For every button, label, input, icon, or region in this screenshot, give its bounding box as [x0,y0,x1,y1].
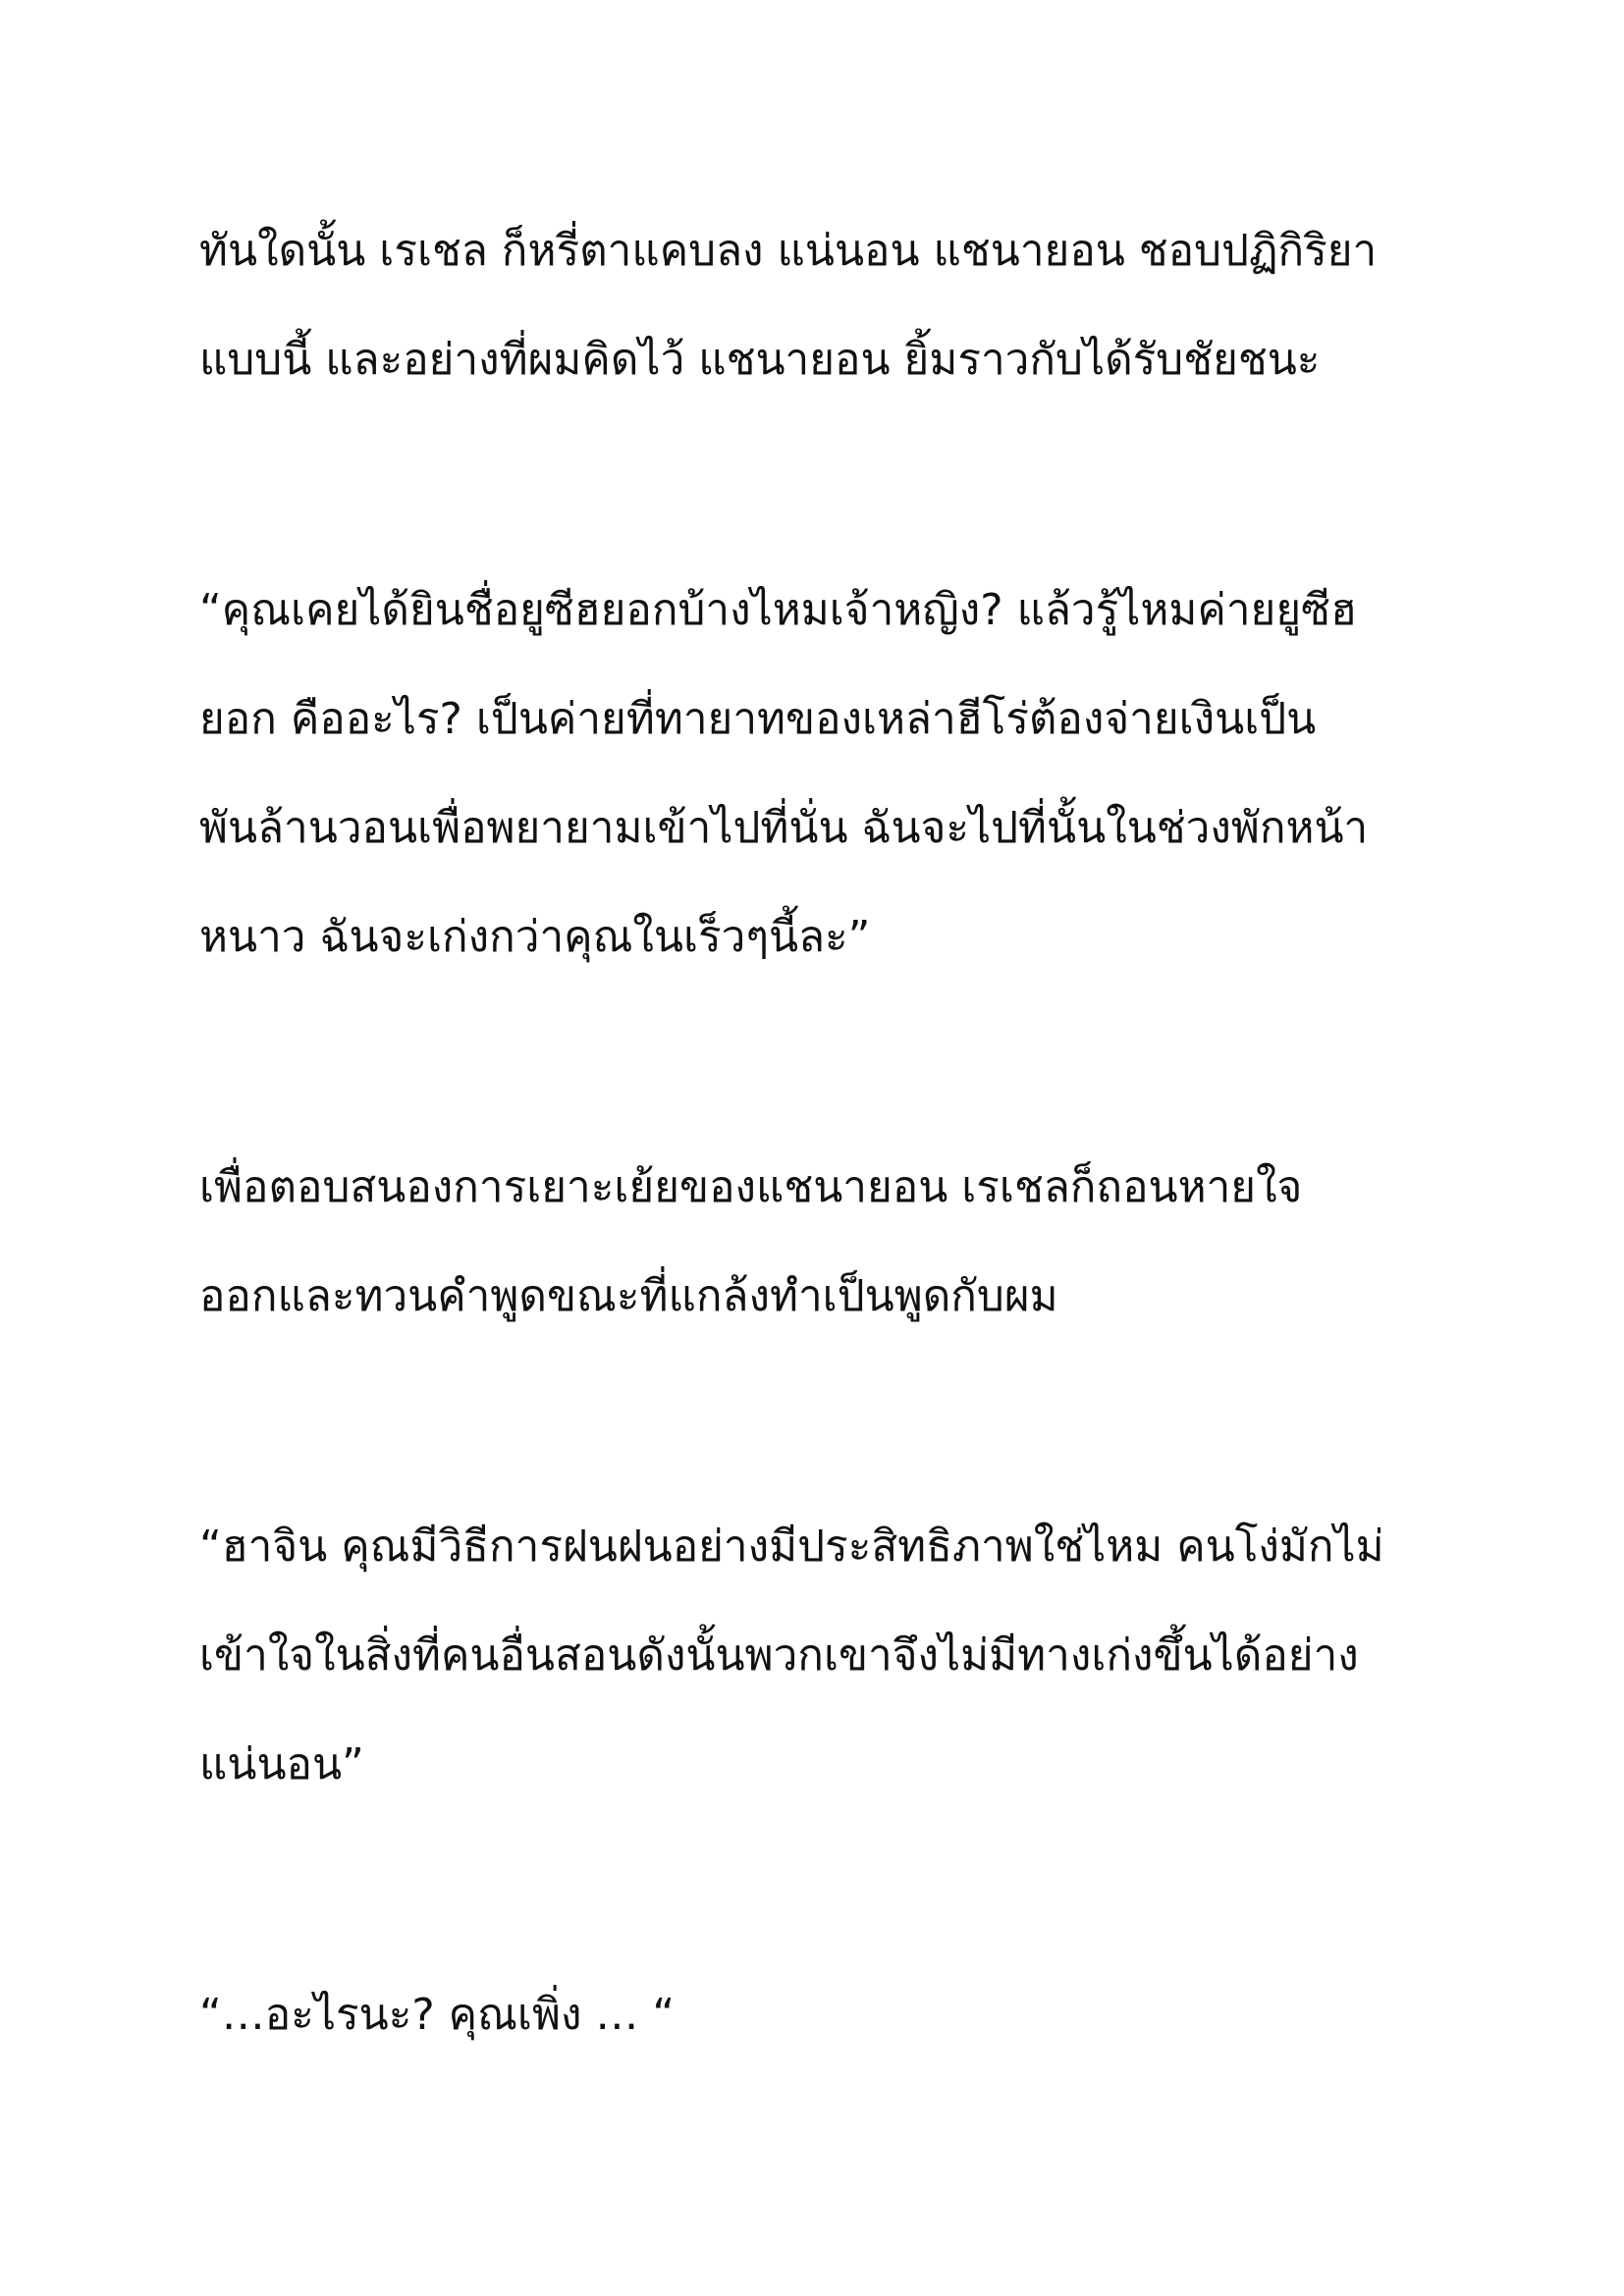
paragraph-4-line-1: “ฮาจิน คุณมีวิธีการฝนฝนอย่างมีประสิทธิภาพใช่ไหม คนโง่มักไม่ [199,1522,1384,1572]
paragraph-3-line-1: เพื่อตอบสนองการเยาะเย้ยของแชนายอน เรเชลก็ถอนหายใจ [199,1162,1303,1212]
paragraph-3-line-2: ออกและทวนคำพูดขณะที่แกล้งทำเป็นพูดกับผม [199,1271,1058,1321]
paragraph-4-line-3: แน่นอน” [199,1739,364,1789]
paragraph-1-line-1: ทันใดนั้น เรเชล ก็หรี่ตาแคบลง แน่นอน แชนายอน ชอบปฏิกิริยา [199,226,1378,276]
paragraph-2-line-2: ยอก คืออะไร? เป็นค่ายที่ทายาทของเหล่าฮีโร่ต้องจ่ายเงินเป็น [199,694,1317,744]
paragraph-2-line-4: หนาว ฉันจะเก่งกว่าคุณในเร็วๆนี้ละ” [199,912,871,962]
paragraph-1-line-2: แบบนี้ และอย่างที่ผมคิดไว้ แชนายอน ยิ้มราวกับได้รับชัยชนะ [199,335,1321,385]
paragraph-4-line-2: เข้าใจในสิ่งที่คนอื่นสอนดังนั้นพวกเขาจึงไม่มีทางเก่งขึ้นได้อย่าง [199,1630,1359,1681]
paragraph-2-line-1: “คุณเคยได้ยินชื่อยูซีฮยอกบ้างไหมเจ้าหญิง? แล้วรู้ไหมค่ายยูซีฮ [199,585,1357,635]
paragraph-2-line-3: พันล้านวอนเพื่อพยายามเข้าไปที่นั่น ฉันจะไปที่นั้นในช่วงพักหน้า [199,803,1369,853]
paragraph-5-line-1: “…อะไรนะ? คุณเพิ่ง … “ [199,1990,676,2040]
